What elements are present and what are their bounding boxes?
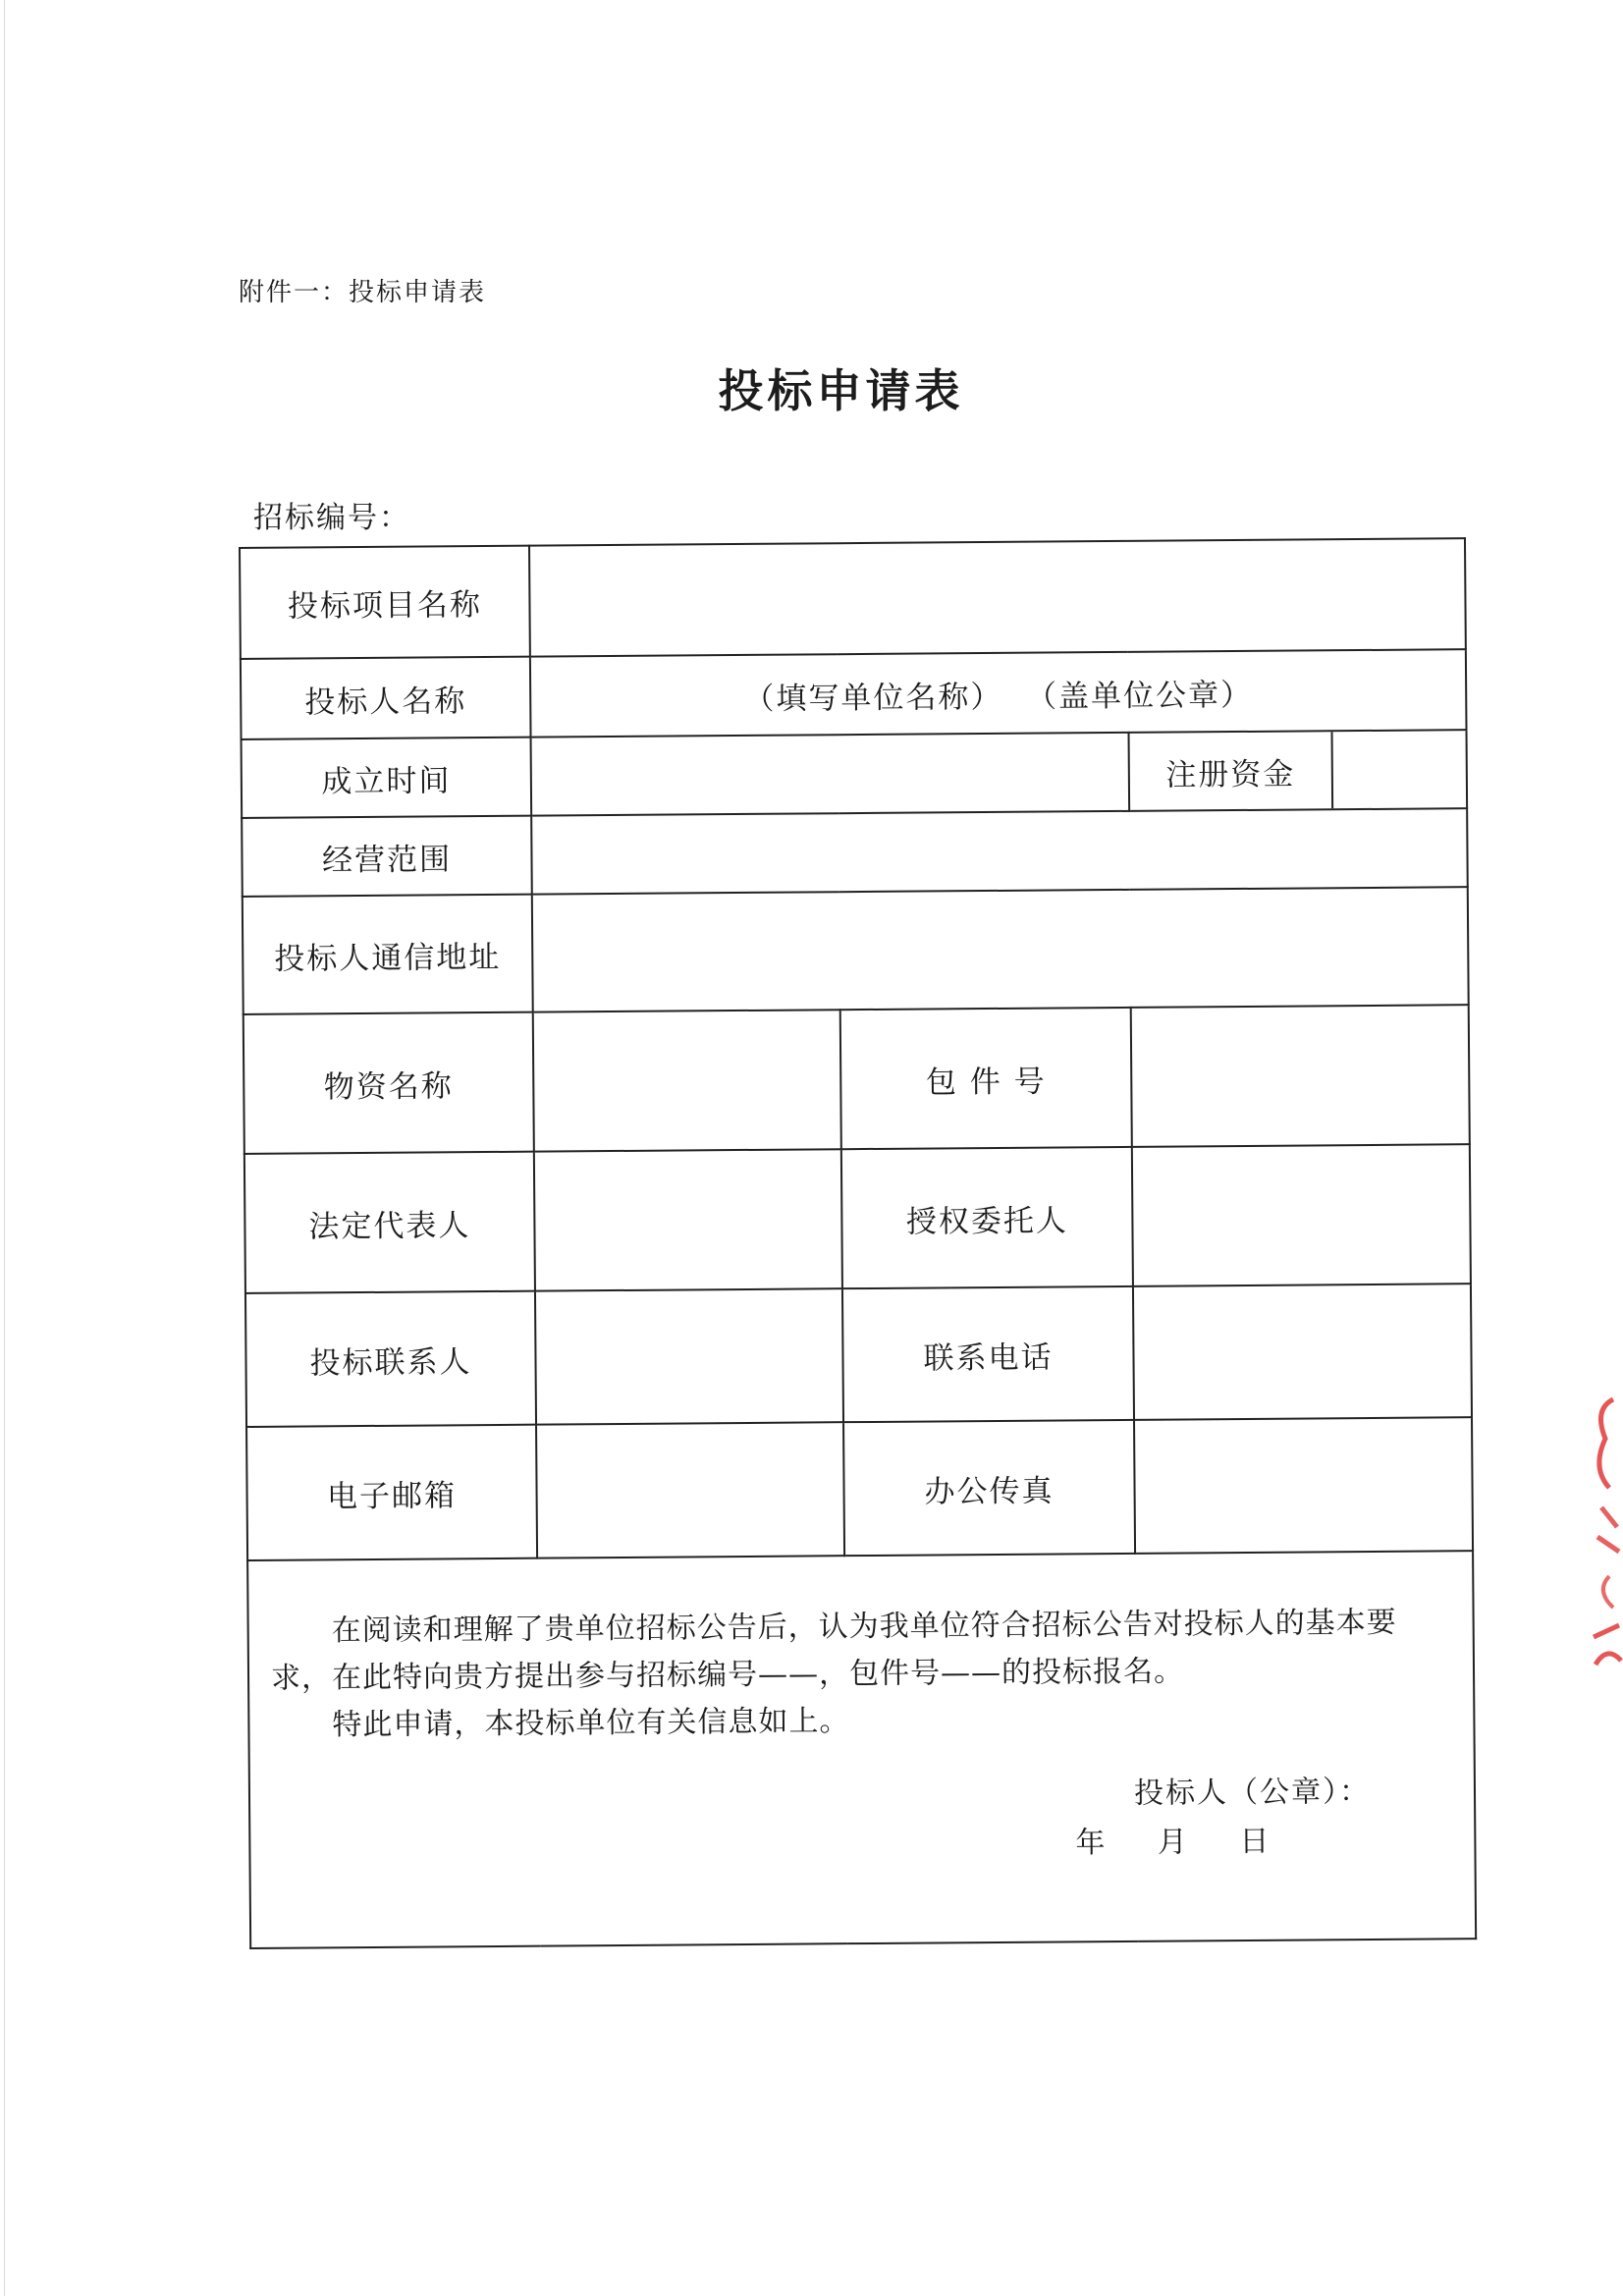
package-no-field[interactable] — [1131, 1005, 1470, 1147]
page-edge — [4, 0, 5, 2296]
contact-person-label: 投标联系人 — [245, 1291, 536, 1427]
declaration-closing: 特此申请，本投标单位有关信息如上。 — [332, 1704, 850, 1743]
contact-person-field[interactable] — [535, 1288, 843, 1424]
contact-phone-field[interactable] — [1133, 1284, 1472, 1420]
row-contact — [245, 1284, 1472, 1427]
bidder-name-label: 投标人名称 — [241, 657, 531, 739]
established-label: 成立时间 — [242, 738, 532, 818]
material-name-field[interactable] — [533, 1010, 841, 1151]
authorized-agent-label: 授权委托人 — [841, 1147, 1133, 1288]
declaration-paragraph: 在阅读和理解了贵单位招标公告后，认为我单位符合招标公告对投标人的基本要求，在此特向贵方提出参与招标编号——，包件号——的投标报名。 — [270, 1605, 1397, 1696]
established-field[interactable] — [531, 733, 1130, 816]
office-fax-field[interactable] — [1134, 1417, 1473, 1554]
row-email — [246, 1417, 1473, 1560]
project-name-label: 投标项目名称 — [240, 546, 530, 659]
office-fax-label: 办公传真 — [843, 1420, 1135, 1556]
bid-application-form — [239, 537, 1477, 1949]
email-field[interactable] — [536, 1422, 844, 1558]
package-no-label: 包 件 号 — [840, 1008, 1132, 1149]
registered-capital-cell — [1129, 730, 1468, 811]
business-scope-label: 经营范围 — [242, 816, 532, 897]
bidder-name-hint[interactable]: （填写单位名称） （盖单位公章） — [530, 649, 1467, 737]
row-material — [243, 1005, 1470, 1154]
row-business-scope — [242, 808, 1468, 897]
legal-rep-field[interactable] — [534, 1149, 842, 1290]
authorized-agent-field[interactable] — [1132, 1144, 1471, 1286]
project-name-field[interactable] — [529, 538, 1466, 656]
address-label: 投标人通信地址 — [243, 895, 533, 1014]
row-legal-rep — [244, 1144, 1471, 1293]
date-line: 年 月 日 — [1075, 1824, 1271, 1861]
address-field[interactable] — [532, 887, 1469, 1011]
attachment-label: 附件一：投标申请表 — [239, 278, 487, 307]
row-project-name — [240, 538, 1466, 659]
seal-stamp-fragment — [1584, 1380, 1623, 1694]
row-established — [242, 730, 1468, 818]
row-declaration — [247, 1551, 1476, 1948]
registered-capital-field[interactable] — [1333, 731, 1467, 808]
email-label: 电子邮箱 — [246, 1425, 537, 1560]
row-address — [243, 887, 1469, 1014]
row-bidder-name — [241, 649, 1467, 739]
contact-phone-label: 联系电话 — [842, 1286, 1134, 1422]
registered-capital-label: 注册资金 — [1130, 732, 1334, 810]
material-name-label: 物资名称 — [243, 1012, 534, 1154]
bid-number-label: 招标编号： — [253, 501, 410, 535]
legal-rep-label: 法定代表人 — [244, 1152, 535, 1293]
signature-line: 投标人（公章）： — [1133, 1774, 1372, 1811]
business-scope-field[interactable] — [531, 808, 1468, 894]
document-title: 投标申请表 — [718, 364, 964, 417]
declaration-cell — [247, 1551, 1476, 1948]
